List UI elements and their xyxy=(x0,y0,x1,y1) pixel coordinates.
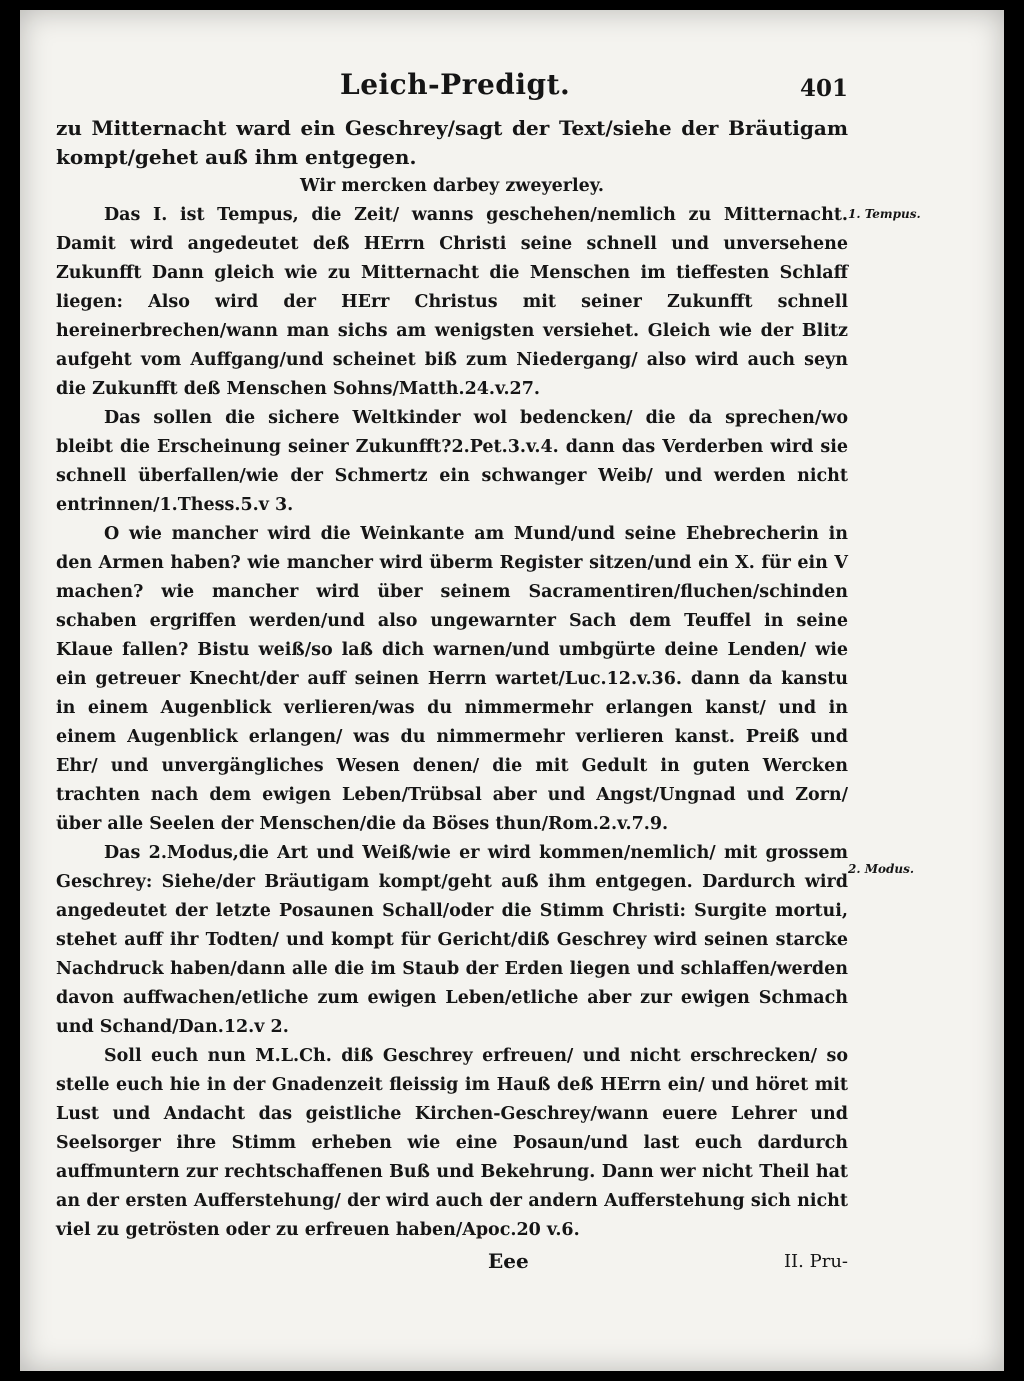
page-footer xyxy=(56,1247,848,1279)
paragraph-weltkinder: Das sollen die sichere Weltkinder wol bedencken/ die da sprechen/wo bleibt die Erscheinung seiner Zukunfft?2.Pet.3.v.4. dann das Verderben wird sie schnell überfallen/wie der Schmertz ein schwanger Weib/ und werden nicht entrinnen/1.Thess.5.v 3. xyxy=(56,408,848,515)
running-title: Leich-Predigt. xyxy=(340,68,571,101)
margin-note-tempus: 1. Tempus. xyxy=(848,207,921,221)
page-header xyxy=(56,70,848,114)
text-block xyxy=(56,70,848,1279)
catchword: II. Pru- xyxy=(783,1251,848,1272)
paragraph-subheading: Wir mercken darbey zweyerley. xyxy=(299,176,605,196)
paragraph-exhortation: Soll euch nun M.L.Ch. diß Geschrey erfreuen/ und nicht erschrecken/ so stelle euch hie in der Gnadenzeit fleissig im Hauß deß HErrn ein/ und höret mit Lust und Andacht das geistliche Kirchen-Geschrey/wann euere Lehrer und Seelsorger ihre Stimm erheben wie eine Posaun/und last euch dardurch auffmuntern zur rechtschaffenen Buß und Bekehrung. Dann wer nicht Theil hat an der ersten Aufferstehung/ der wird auch der andern Aufferstehung sich nicht viel zu getrösten oder zu erfreuen haben/Apoc.20 v.6. xyxy=(56,1046,848,1240)
page-number: 401 xyxy=(799,75,848,102)
book-page xyxy=(20,10,1004,1371)
margin-note-modus: 2. Modus. xyxy=(848,862,915,876)
paragraph-modus: Das 2.Modus,die Art und Weiß/wie er wird kommen/nemlich/ mit grossem Geschrey: Siehe/der Bräutigam kompt/geht auß ihm entgegen. Dardurch wird angedeutet der letzte Posaunen Schall/oder die Stimm Christi: Surgite mortui, stehet auff ihr Todten/ und kompt für Gericht/diß Geschrey wird seinen starcke Nachdruck haben/dann alle die im Staub der Erden liegen und schlaffen/werden davon auffwachen/etliche zum ewigen Leben/etliche aber zur ewigen Schmach und Schand/Dan.12.v 2. xyxy=(56,843,848,1037)
paragraph-opening: zu Mitternacht ward ein Geschrey/sagt der Text/siehe der Bräutigam kompt/gehet auß ihm entgegen. xyxy=(56,116,848,169)
paragraph-warning: O wie mancher wird die Weinkante am Mund/und seine Ehebrecherin in den Armen haben? wie mancher wird überm Register sitzen/und ein X. für ein V machen? wie mancher wird über seinem Sacramentiren/fluchen/schinden schaben ergriffen werden/und also ungewarnter Sach dem Teuffel in seine Klaue fallen? Bistu weiß/so laß dich warnen/und umbgürte deine Lenden/ wie ein getreuer Knecht/der auff seinen Herrn wartet/Luc.12.v.36. dann da kanstu in einem Augenblick verlieren/was du nimmermehr erlangen kanst/ und in einem Augenblick erlangen/ was du nimmermehr verlieren kanst. Preiß und Ehr/ und unvergängliches Wesen denen/ die mit Gedult in guten Wercken trachten nach dem ewigen Leben/Trübsal aber und Angst/Ungnad und Zorn/über alle Seelen der Menschen/die da Böses thun/Rom.2.v.7.9. xyxy=(56,524,848,834)
signature-mark: Eee xyxy=(488,1249,529,1273)
paragraph-tempus: Das I. ist Tempus, die Zeit/ wanns geschehen/nemlich zu Mitternacht. Damit wird angedeutet deß HErrn Christi seine schnell und unversehene Zukunfft Dann gleich wie zu Mitternacht die Menschen im tieffesten Schlaff liegen: Also wird der HErr Christus mit seiner Zukunfft schnell hereinerbrechen/wann man sichs am wenigsten versiehet. Gleich wie der Blitz aufgeht vom Auffgang/und scheinet biß zum Niedergang/ also wird auch seyn die Zukunfft deß Menschen Sohns/Matth.24.v.27. xyxy=(56,205,848,399)
